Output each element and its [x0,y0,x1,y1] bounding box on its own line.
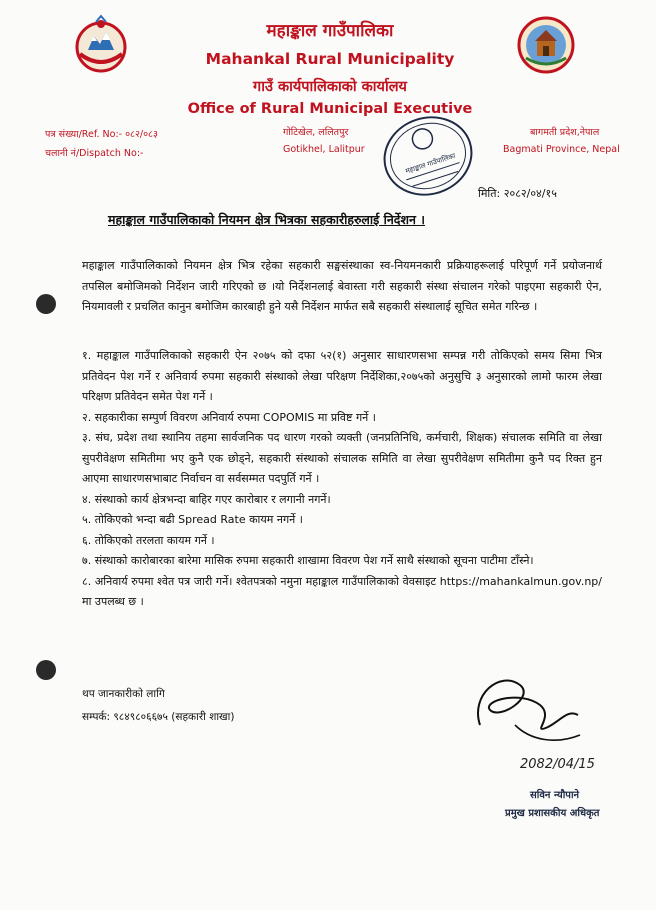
list-item: ८. अनिवार्य रुपमा श्वेत पत्र जारी गर्ने। श्वेतपत्रको नमुना महाङ्काल गाउँपालिकाको वेवसाइट https://mahankalmun.gov.np/ मा उपलब्ध छ । [82,574,602,608]
signer-title: प्रमुख प्रशासकीय अधिकृत [505,808,600,819]
ref-number: पत्र संख्या/Ref. No:- ०८२/०८३ [45,129,158,140]
contact-phone: सम्पर्क: ९८४९८०६६७५ (सहकारी शाखा) [82,711,235,723]
address-np: गोटिखेल, ललितपुर [283,127,349,138]
list-item: ४. संस्थाको कार्य क्षेत्रभन्दा बाहिर गएर कारोबार र लगानी नगर्ने। [82,492,331,506]
punch-hole [36,660,56,680]
nepal-emblem-icon [70,14,132,76]
list-item: २. सहकारीका सम्पुर्ण विवरण अनिवार्य रुपमा COPOMIS मा प्रविष्ट गर्ने । [82,410,376,424]
municipality-logo-icon [515,14,577,76]
signature-icon [460,665,590,755]
contact-label: थप जानकारीको लागि [82,688,165,700]
office-stamp [380,108,476,204]
signer-name: सविन न्यौपाने [530,790,580,801]
list-item: ७. संस्थाको कारोबारका बारेमा मासिक रुपमा सहकारी शाखामा विवरण पेश गर्ने साथै संस्थाको सूचना पाटीमा टाँस्ने। [82,554,534,567]
intro-paragraph: महाङ्काल गाउँपालिकाको नियमन क्षेत्र भित्र रहेका सहकारी सङ्घसंस्थाका स्व-नियमनकारी प्रक्रियाहरूलाई परिपूर्ण गर्ने प्रयोजनार्थ तपसिल बमोजिमको निर्देशन जारी गरिएको छ ।यो निर्देशनलाई बेवास्ता गरी सहकारी संस्था संचालन गरेको पाइएमा सहकारी ऐन, नियमावली र प्रचलित कानुन बमोजिम कारबाही हुने यसै निर्देशन मार्फत सबै सहकारी संस्थालाई सूचित समेत गरिन्छ । [82,259,602,313]
list-item: ५. तोकिएको भन्दा बढी Spread Rate कायम नगर्ने । [82,513,303,526]
address-en: Gotikhel, Lalitpur [283,144,365,155]
municipality-name-en: Mahankal Rural Municipality [205,50,455,68]
office-name-np: गाउँ कार्यपालिकाको कार्यालय [253,79,407,95]
list-item: १. महाङ्काल गाउँपालिकाको सहकारी ऐन २०७५ को दफा ५२(१) अनुसार साधारणसभा सम्पन्न गरी तोकिएको समय सिमा भित्र प्रतिवेदन पेश गर्ने र अनिवार्य रुपमा सहकारी संस्थाको लेखा परिक्षण निर्देशिका,२०७५को अनुसुचि ३ अनुसारको लामो फारम लेखा परिक्षण प्रतिवेदन समेत पेश गर्ने । [82,349,602,403]
municipality-name-np: महाङ्काल गाउँपालिका [266,21,394,41]
office-name-en: Office of Rural Municipal Executive [187,101,473,117]
province-en: Bagmati Province, Nepal [503,144,620,155]
list-item: ६. तोकिएको तरलता कायम गर्ने । [82,533,215,547]
punch-hole [36,294,56,314]
list-item: ३. संघ, प्रदेश तथा स्थानिय तहमा सार्वजनिक पद धारण गरको व्यक्ती (जनप्रतिनिधि, कर्मचारी, शिक्षक) संचालक समिति वा लेखा सुपरीवेक्षण समितीमा भए कुनै एक छोड्ने, सहकारी संस्थाको संचालक समिति वा लेखा सुपरीवेक्षण समितीमा कुनै पद रिक्त हुन आएमा साधारणसभाबाट निर्वाचन वा सर्वसम्मत पदपुर्ति गर्ने । [82,431,602,485]
dispatch-number: चलानी नं/Dispatch No:- [45,148,144,159]
signature-date: 2082/04/15 [520,757,595,772]
subject-line: महाङ्काल गाउँपालिकाको नियमन क्षेत्र भित्रका सहकारीहरुलाई निर्देशन । [108,212,425,227]
directive-list [82,346,602,613]
province-np: बागमती प्रदेश,नेपाल [530,127,600,138]
letter-date: मिति: २०८२/०४/१५ [478,187,557,200]
stamp-text: महाङ्काल गाउँपालिका [404,151,457,176]
